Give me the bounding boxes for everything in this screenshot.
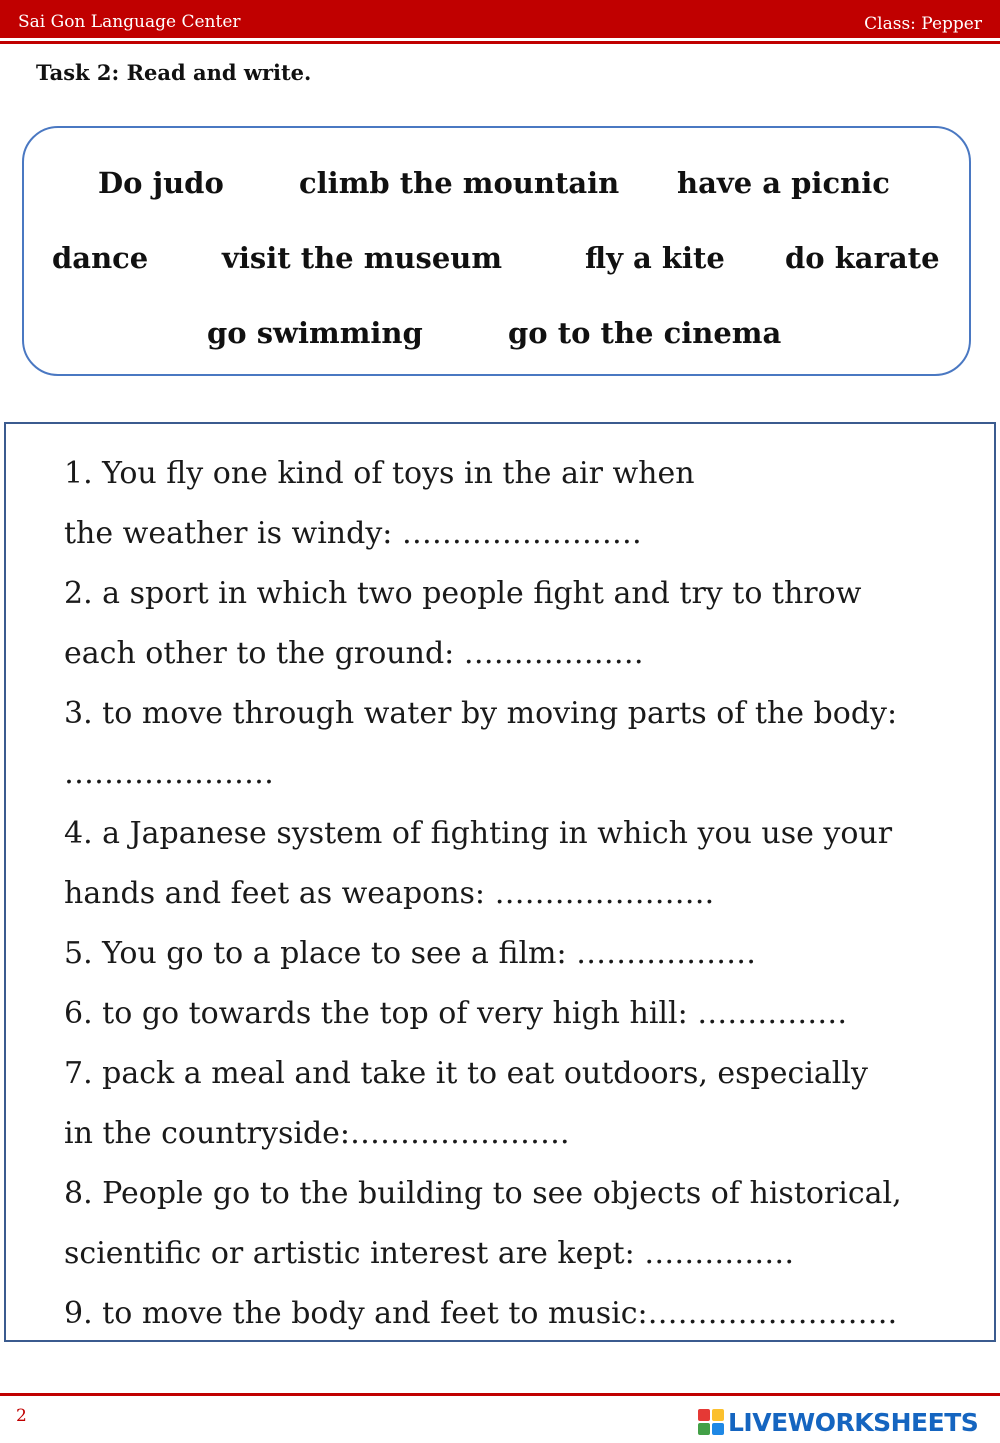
word-bank-item: dance — [52, 241, 149, 275]
word-bank-item: go swimming — [207, 316, 423, 350]
word-bank-item: climb the mountain — [299, 166, 620, 200]
liveworksheets-brand: LIVEWORKSHEETS — [728, 1407, 979, 1437]
question-line: 8. People go to the building to see objects of historical, — [64, 1176, 902, 1211]
question-line: 3. to move through water by moving parts of the body: — [64, 696, 898, 731]
header-bar — [0, 0, 1000, 38]
page-number: 2 — [16, 1406, 27, 1426]
question-line[interactable]: 5. You go to a place to see a film: ……………… — [64, 936, 757, 971]
word-bank-item: have a picnic — [677, 166, 890, 200]
question-line: 7. pack a meal and take it to eat outdoors, especially — [64, 1056, 868, 1091]
word-bank-item: visit the museum — [222, 241, 503, 275]
question-line[interactable]: hands and feet as weapons: …………………. — [64, 876, 715, 911]
footer-divider — [0, 1393, 1000, 1396]
header-divider — [0, 41, 1000, 44]
word-bank-item: fly a kite — [585, 241, 725, 275]
question-line: 2. a sport in which two people fight and try to throw — [64, 576, 862, 611]
question-line[interactable]: in the countryside:…………………. — [64, 1116, 570, 1151]
word-bank-item: do karate — [785, 241, 940, 275]
task-title: Task 2: Read and write. — [36, 60, 312, 85]
question-line: 1. You fly one kind of toys in the air when — [64, 456, 695, 491]
word-bank-item: Do judo — [98, 166, 224, 200]
word-bank-item: go to the cinema — [508, 316, 782, 350]
question-line[interactable]: scientific or artistic interest are kept: …………… — [64, 1236, 795, 1271]
question-line[interactable]: ………………… — [64, 756, 274, 791]
class-label: Class: Pepper — [864, 14, 982, 34]
question-line[interactable]: 6. to go towards the top of very high hill: …………… — [64, 996, 848, 1031]
question-line[interactable]: 9. to move the body and feet to music:……………………. — [64, 1296, 898, 1331]
liveworksheets-logo[interactable] — [698, 1408, 978, 1436]
liveworksheets-logo-icon — [698, 1409, 724, 1435]
question-line: 4. a Japanese system of fighting in which you use your — [64, 816, 893, 851]
center-name: Sai Gon Language Center — [18, 12, 241, 32]
question-line[interactable]: the weather is windy: …………………… — [64, 516, 642, 551]
question-line[interactable]: each other to the ground: ……………… — [64, 636, 644, 671]
